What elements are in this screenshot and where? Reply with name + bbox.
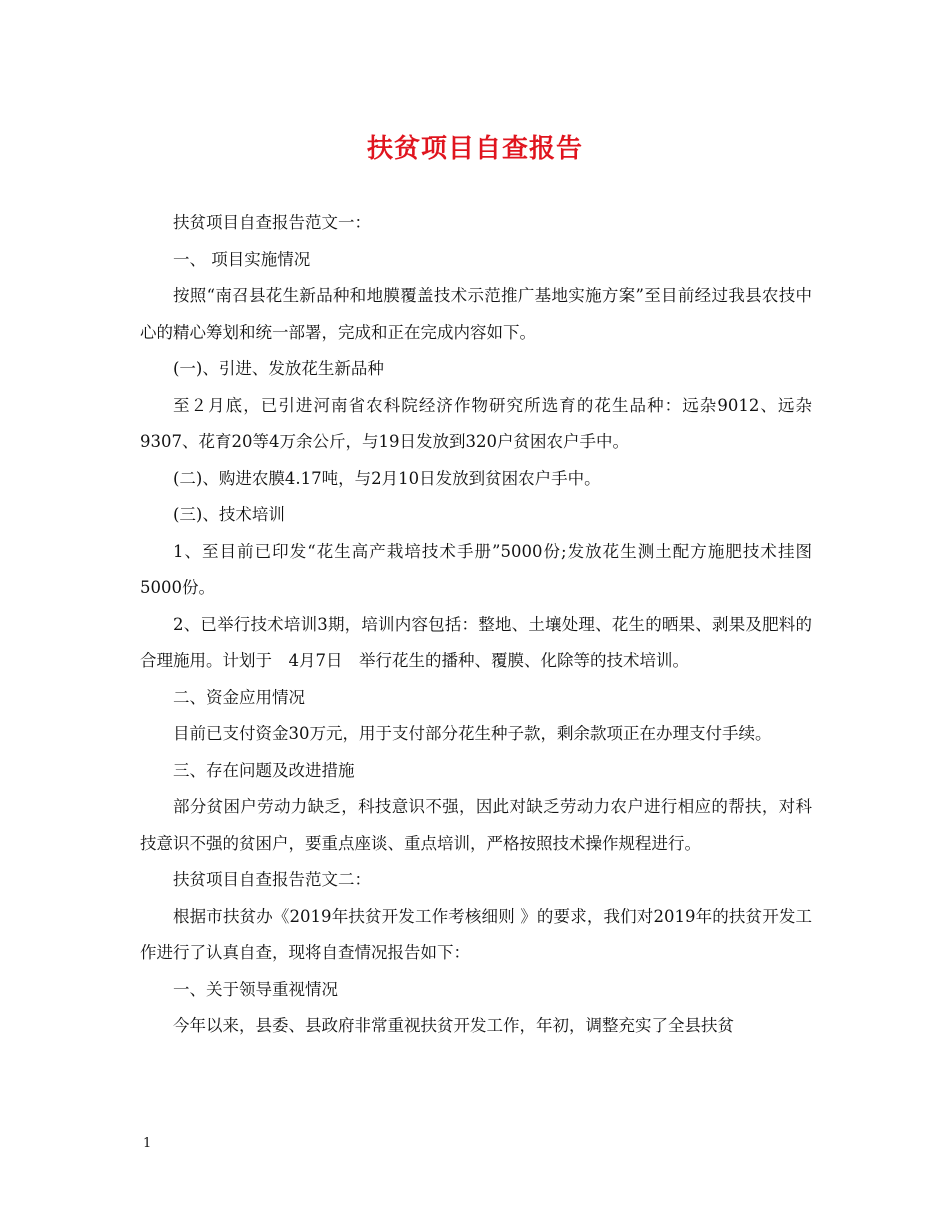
paragraph: 部分贫困户劳动力缺乏，科技意识不强，因此对缺乏劳动力农户进行相应的帮扶，对科技意识不强的贫困户，要重点座谈、重点培训，严格按照技术操作规程进行。 bbox=[140, 797, 812, 853]
paragraph: 三、存在问题及改进措施 bbox=[173, 760, 355, 780]
document-body bbox=[140, 205, 812, 1045]
paragraph: (一)、引进、发放花生新品种 bbox=[173, 359, 384, 378]
paragraph: 扶贫项目自查报告范文一： bbox=[173, 213, 371, 232]
page-number: 1 bbox=[143, 1136, 152, 1151]
document-title: 扶贫项目自查报告 bbox=[366, 134, 583, 164]
paragraph: 二、资金应用情况 bbox=[173, 687, 305, 707]
paragraph: 1、至目前已印发“花生高产栽培技术手册”5000份;发放花生测土配方施肥技术挂图5000份。 bbox=[140, 541, 812, 597]
paragraph: (三)、技术培训 bbox=[173, 505, 285, 524]
paragraph: 扶贫项目自查报告范文二： bbox=[173, 870, 371, 889]
paragraph: 按照“南召县花生新品种和地膜覆盖技术示范推广基地实施方案”至目前经过我县农技中心的精心筹划和统一部署，完成和正在完成内容如下。 bbox=[140, 286, 812, 342]
paragraph: 至２月底，已引进河南省农科院经济作物研究所选育的花生品种：远杂9012、远杂9307、花育20等4万余公斤，与19日发放到320户贫困农户手中。 bbox=[140, 395, 812, 451]
paragraph: 一、关于领导重视情况 bbox=[173, 979, 338, 999]
paragraph: 一、 项目实施情况 bbox=[173, 249, 311, 269]
paragraph: 2、已举行技术培训3期，培训内容包括：整地、土壤处理、花生的晒果、剥果及肥料的合理施用。计划于 4月7日 举行花生的播种、覆膜、化除等的技术培训。 bbox=[140, 614, 812, 670]
paragraph: (二)、购进农膜4.17吨，与2月10日发放到贫困农户手中。 bbox=[173, 468, 601, 488]
paragraph: 今年以来，县委、县政府非常重视扶贫开发工作，年初，调整充实了全县扶贫 bbox=[173, 1016, 734, 1035]
paragraph: 目前已支付资金30万元，用于支付部分花生种子款，剩余款项正在办理支付手续。 bbox=[173, 724, 772, 743]
paragraph: 根据市扶贫办《2019年扶贫开发工作考核细则 》的要求，我们对2019年的扶贫开发工作进行了认真自查，现将自查情况报告如下： bbox=[140, 906, 812, 962]
